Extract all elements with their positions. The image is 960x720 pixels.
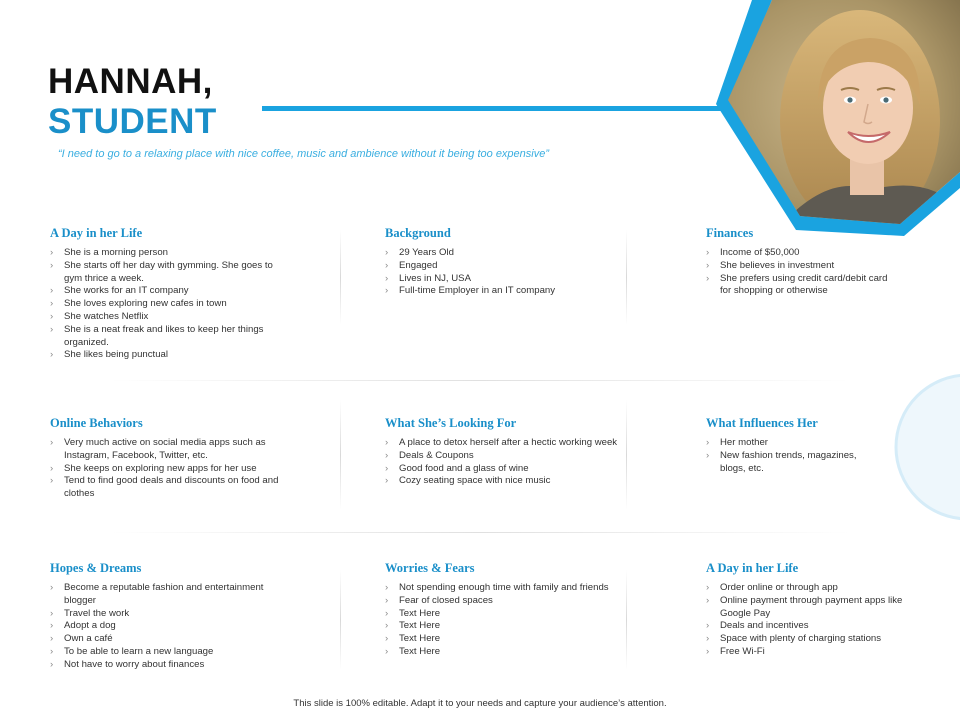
section-day-in-her-life	[50, 226, 278, 362]
chevron-right-icon: ›	[385, 607, 389, 619]
chevron-right-icon: ›	[50, 620, 54, 632]
section-list	[50, 582, 270, 672]
section-list	[50, 437, 290, 501]
list-item-text: Lives in NJ, USA	[399, 272, 471, 284]
list-item-text: Text Here	[399, 607, 441, 619]
section-list	[706, 582, 916, 659]
section-title: Worries & Fears	[385, 561, 475, 575]
chevron-right-icon: ›	[385, 449, 389, 461]
list-item-text: Deals & Coupons	[399, 449, 474, 461]
list-item	[706, 437, 884, 450]
chevron-right-icon: ›	[50, 310, 54, 322]
list-item	[50, 324, 278, 350]
list-item-text: She watches Netflix	[64, 310, 149, 322]
column-divider	[626, 230, 627, 325]
chevron-right-icon: ›	[50, 633, 54, 645]
list-item	[50, 311, 278, 324]
list-item	[385, 437, 625, 450]
list-item-text: Not have to worry about finances	[64, 658, 205, 670]
list-item-text: She loves exploring new cafes in town	[64, 298, 227, 310]
list-item	[50, 582, 270, 608]
list-item	[385, 260, 625, 273]
list-item-text: A place to detox herself after a hectic working week	[399, 437, 618, 448]
list-item-text: Engaged	[399, 259, 438, 271]
section-list	[385, 437, 625, 488]
chevron-right-icon: ›	[50, 259, 54, 271]
list-item	[50, 349, 278, 362]
section-title: Online Behaviors	[50, 416, 143, 430]
list-item	[50, 633, 270, 646]
list-item-text: She keeps on exploring new apps for her use	[64, 462, 257, 474]
section-title: What She’s Looking For	[385, 416, 517, 430]
list-item	[706, 595, 916, 621]
chevron-right-icon: ›	[50, 645, 54, 657]
list-item	[385, 247, 625, 260]
chevron-right-icon: ›	[50, 437, 54, 448]
chevron-right-icon: ›	[706, 582, 710, 593]
section-title: A Day in her Life	[50, 226, 143, 240]
list-item	[385, 273, 625, 286]
list-item-text: Become a reputable fashion and entertainment blogger	[64, 582, 264, 606]
chevron-right-icon: ›	[50, 462, 54, 474]
persona-name: HANNAH,	[48, 62, 213, 101]
list-item-text: Full-time Employer in an IT company	[399, 285, 556, 297]
list-item	[50, 247, 278, 260]
chevron-right-icon: ›	[706, 449, 710, 461]
list-item	[385, 608, 615, 621]
list-item	[385, 285, 625, 298]
list-item	[706, 620, 916, 633]
list-item-text: Deals and incentives	[720, 620, 809, 632]
chevron-right-icon: ›	[385, 633, 389, 645]
list-item-text: Text Here	[399, 633, 441, 645]
list-item-text: Adopt a dog	[64, 620, 116, 632]
list-item	[385, 450, 625, 463]
list-item-text: Her mother	[720, 437, 768, 448]
chevron-right-icon: ›	[385, 247, 389, 258]
list-item	[50, 298, 278, 311]
list-item-text: Own a café	[64, 633, 113, 645]
section-list	[706, 437, 884, 475]
section-list	[385, 582, 615, 659]
section-background	[385, 226, 625, 298]
section-worries-and-fears	[385, 561, 615, 659]
list-item	[706, 646, 916, 659]
persona-photo	[700, 0, 960, 250]
section-what-influences-her	[706, 416, 884, 475]
list-item-text: She starts off her day with gymming. She goes to gym thrice a week.	[64, 259, 273, 284]
list-item	[50, 475, 290, 501]
list-item-text: Fear of closed spaces	[399, 594, 493, 606]
section-title: Hopes & Dreams	[50, 561, 142, 575]
list-item-text: Text Here	[399, 645, 441, 657]
chevron-right-icon: ›	[706, 594, 710, 606]
chevron-right-icon: ›	[385, 437, 389, 448]
list-item	[706, 247, 896, 260]
list-item	[706, 582, 916, 595]
column-divider	[626, 400, 627, 510]
column-divider	[340, 570, 341, 670]
list-item-text: She is a morning person	[64, 247, 168, 258]
chevron-right-icon: ›	[706, 437, 710, 448]
chevron-right-icon: ›	[385, 462, 389, 474]
chevron-right-icon: ›	[50, 607, 54, 619]
chevron-right-icon: ›	[50, 349, 54, 361]
chevron-right-icon: ›	[385, 259, 389, 271]
chevron-right-icon: ›	[706, 247, 710, 258]
list-item	[385, 475, 625, 488]
chevron-right-icon: ›	[50, 323, 54, 335]
persona-quote: “I need to go to a relaxing place with nice coffee, music and ambience without it being too expensive”	[58, 148, 550, 160]
list-item-text: Very much active on social media apps such as Instagram, Facebook, Twitter, etc.	[64, 437, 266, 461]
chevron-right-icon: ›	[385, 285, 389, 297]
list-item	[385, 620, 615, 633]
list-item	[706, 273, 896, 299]
list-item	[50, 646, 270, 659]
list-item-text: New fashion trends, magazines, blogs, etc.	[720, 449, 857, 474]
list-item-text: Free Wi-Fi	[720, 645, 765, 657]
list-item-text: To be able to learn a new language	[64, 645, 214, 657]
list-item-text: 29 Years Old	[399, 247, 454, 258]
section-title: Finances	[706, 226, 754, 240]
section-list	[706, 247, 896, 298]
list-item-text: She believes in investment	[720, 259, 835, 271]
column-divider	[340, 400, 341, 510]
section-hopes-and-dreams	[50, 561, 270, 672]
column-divider	[626, 570, 627, 670]
list-item-text: She is a neat freak and likes to keep her things organized.	[64, 323, 264, 348]
row-divider	[110, 380, 850, 381]
list-item-text: She likes being punctual	[64, 349, 169, 361]
list-item-text: Cozy seating space with nice music	[399, 475, 551, 487]
list-item-text: Order online or through app	[720, 582, 838, 593]
list-item-text: Not spending enough time with family and friends	[399, 582, 609, 593]
list-item-text: Online payment through payment apps like Google Pay	[720, 594, 903, 619]
chevron-right-icon: ›	[706, 633, 710, 645]
section-what-shes-looking-for	[385, 416, 625, 488]
row-divider	[110, 532, 850, 533]
list-item-text: Tend to find good deals and discounts on food and clothes	[64, 475, 279, 500]
chevron-right-icon: ›	[385, 582, 389, 593]
list-item	[50, 620, 270, 633]
list-item	[50, 608, 270, 621]
list-item	[50, 659, 270, 672]
list-item-text: Space with plenty of charging stations	[720, 633, 882, 645]
list-item	[50, 285, 278, 298]
list-item	[385, 646, 615, 659]
list-item	[385, 595, 615, 608]
chevron-right-icon: ›	[385, 594, 389, 606]
chevron-right-icon: ›	[50, 285, 54, 297]
list-item	[706, 450, 884, 476]
chevron-right-icon: ›	[706, 272, 710, 284]
chevron-right-icon: ›	[706, 645, 710, 657]
chevron-right-icon: ›	[50, 247, 54, 258]
section-day-in-her-life-2	[706, 561, 916, 659]
section-title: What Influences Her	[706, 416, 818, 430]
list-item	[706, 633, 916, 646]
chevron-right-icon: ›	[385, 620, 389, 632]
list-item	[385, 633, 615, 646]
list-item-text: She prefers using credit card/debit card for shopping or otherwise	[720, 272, 888, 297]
chevron-right-icon: ›	[50, 475, 54, 487]
section-title: Background	[385, 226, 451, 240]
section-list	[385, 247, 625, 298]
list-item	[50, 463, 290, 476]
chevron-right-icon: ›	[50, 658, 54, 670]
chevron-right-icon: ›	[50, 298, 54, 310]
list-item	[50, 437, 290, 463]
chevron-right-icon: ›	[706, 259, 710, 271]
section-title: A Day in her Life	[706, 561, 799, 575]
chevron-right-icon: ›	[385, 645, 389, 657]
footer-note: This slide is 100% editable. Adapt it to your needs and capture your audience’s attention.	[293, 698, 667, 709]
title-rule	[262, 106, 730, 111]
list-item-text: Travel the work	[64, 607, 130, 619]
list-item-text: Good food and a glass of wine	[399, 462, 529, 474]
list-item	[385, 463, 625, 476]
chevron-right-icon: ›	[50, 582, 54, 593]
section-online-behaviors	[50, 416, 290, 501]
section-list	[50, 247, 278, 362]
chevron-right-icon: ›	[706, 620, 710, 632]
persona-role: STUDENT	[48, 102, 217, 141]
list-item	[706, 260, 896, 273]
list-item-text: Text Here	[399, 620, 441, 632]
chevron-right-icon: ›	[385, 475, 389, 487]
chevron-right-icon: ›	[385, 272, 389, 284]
decorative-circle	[888, 372, 960, 522]
list-item-text: Income of $50,000	[720, 247, 800, 258]
column-divider	[340, 230, 341, 325]
list-item	[50, 260, 278, 286]
list-item-text: She works for an IT company	[64, 285, 189, 297]
section-finances	[706, 226, 896, 298]
list-item	[385, 582, 615, 595]
